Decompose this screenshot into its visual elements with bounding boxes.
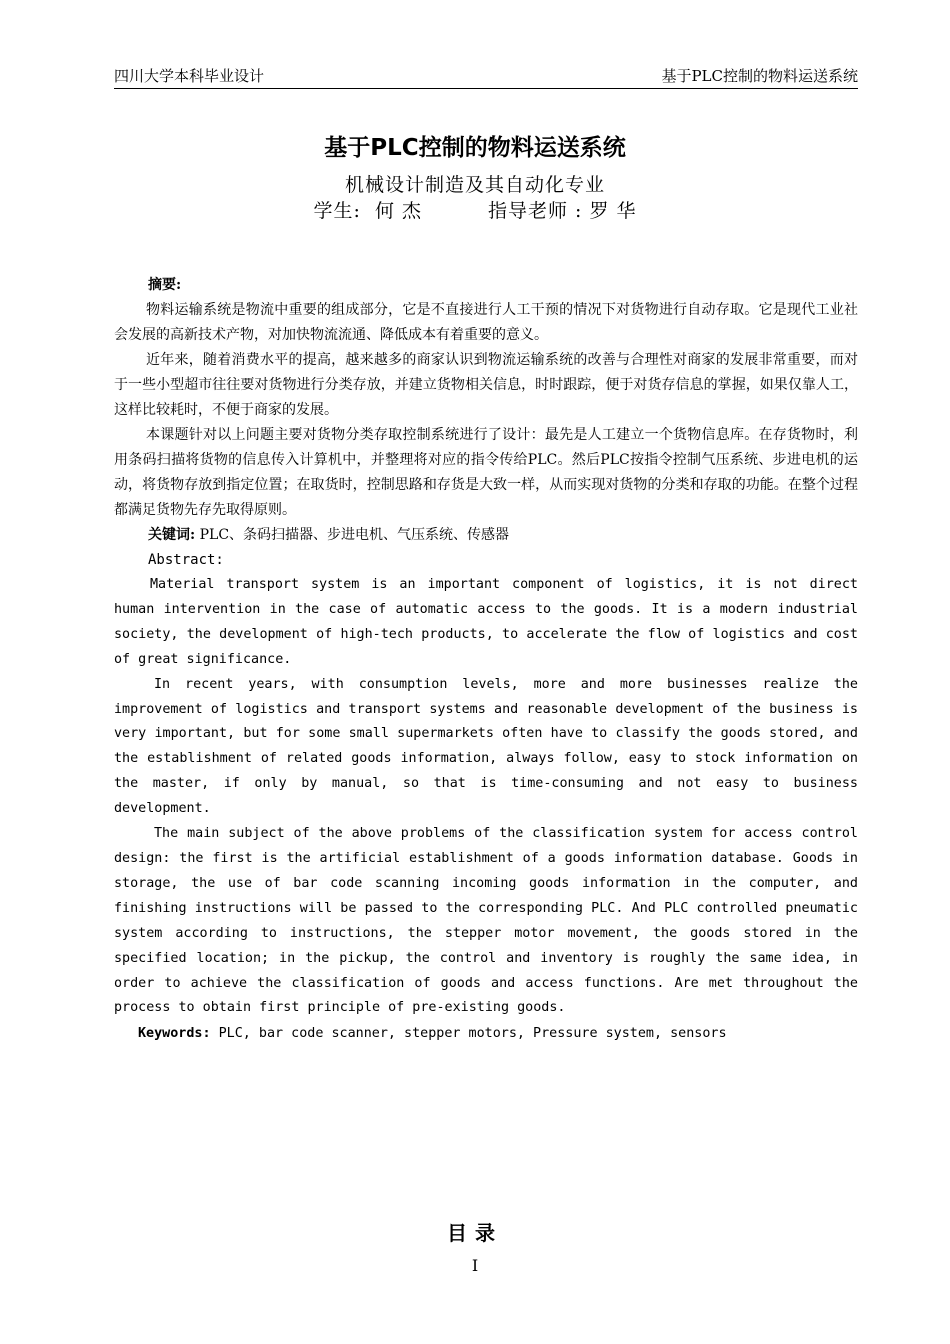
author-line bbox=[0, 198, 950, 224]
toc-heading: 目录 bbox=[447, 1221, 503, 1245]
abstract-en-paragraph: In recent years, with consumption levels, more and more businesses realize the improvement of logistics and transport systems and reasonable development of the business is very important, but for some small supermarkets often have to classify the goods stored, and the establishment of related goods information, always follow, easy to stock information on the master, if only by manual, so that is time-consuming and not easy to business development. bbox=[114, 676, 858, 817]
keywords-cn-label: 关键词: bbox=[148, 527, 196, 543]
keywords-cn-values: PLC、条码扫描器、步进电机、气压系统、传感器 bbox=[199, 527, 510, 543]
document-title: 基于PLC控制的物料运送系统 bbox=[324, 135, 626, 161]
student-name: 何 杰 bbox=[374, 200, 422, 222]
advisor-label: 指导老师 : bbox=[488, 200, 583, 222]
header-left-text: 四川大学本科毕业设计 bbox=[114, 67, 265, 85]
keywords-en bbox=[114, 1021, 858, 1046]
document-subtitle: 机械设计制造及其自动化专业 bbox=[344, 174, 605, 196]
abstract-section bbox=[114, 272, 858, 1046]
header-right-text: 基于PLC控制的物料运送系统 bbox=[661, 67, 858, 85]
abstract-cn-paragraph: 本课题针对以上问题主要对货物分类存取控制系统进行了设计：最先是人工建立一个货物信息库。在存货物时，利用条码扫描将货物的信息传入计算机中，并整理将对应的指令传给PLC。然后PLC按指令控制气压系统、步进电机的运动，将货物存放到指定位置；在取货时，控制思路和存货是大致一样，从而实现对货物的分类和存取的功能。在整个过程都满足货物先存先取得原则。 bbox=[114, 427, 858, 518]
abstract-en-paragraph: Material transport system is an important component of logistics, it is not direct human intervention in the case of automatic access to the goods. It is a modern industrial society, the development of high-tech products, to accelerate the flow of logistics and cost of great significance. bbox=[114, 577, 858, 667]
keywords-en-values: PLC, bar code scanner, stepper motors, Pressure system, sensors bbox=[218, 1026, 727, 1042]
page-header bbox=[114, 66, 858, 89]
abstract-en-heading: Abstract: bbox=[148, 552, 224, 568]
abstract-en-paragraph: The main subject of the above problems of the classification system for access control design: the first is the artificial establishment of a goods information database. Goods in storage, the use of bar code scanning incoming goods information in the computer, and finishing instructions will be passed to the corresponding PLC. And PLC controlled pneumatic system according to instructions, the stepper motor movement, the goods stored in the specified location; in the pickup, the control and inventory is roughly the same idea, in order to achieve the classification of goods and access functions. Are met throughout the process to obtain first principle of pre-existing goods. bbox=[114, 826, 858, 1016]
abstract-cn-paragraph: 近年来，随着消费水平的提高，越来越多的商家认识到物流运输系统的改善与合理性对商家的发展非常重要，而对于一些小型超市往往要对货物进行分类存放，并建立货物相关信息，时时跟踪，便于对货存信息的掌握，如果仅靠人工，这样比较耗时，不便于商家的发展。 bbox=[114, 352, 858, 418]
advisor-name: 罗 华 bbox=[589, 200, 637, 222]
abstract-cn-paragraph: 物料运输系统是物流中重要的组成部分，它是不直接进行人工干预的情况下对货物进行自动存取。它是现代工业社会发展的高新技术产物，对加快物流流通、降低成本有着重要的意义。 bbox=[114, 302, 858, 343]
keywords-en-label: Keywords: bbox=[138, 1026, 211, 1042]
student-label: 学生: bbox=[313, 200, 361, 222]
keywords-cn bbox=[114, 523, 858, 548]
page-number: I bbox=[471, 1256, 479, 1275]
abstract-cn-heading: 摘要: bbox=[148, 277, 182, 293]
